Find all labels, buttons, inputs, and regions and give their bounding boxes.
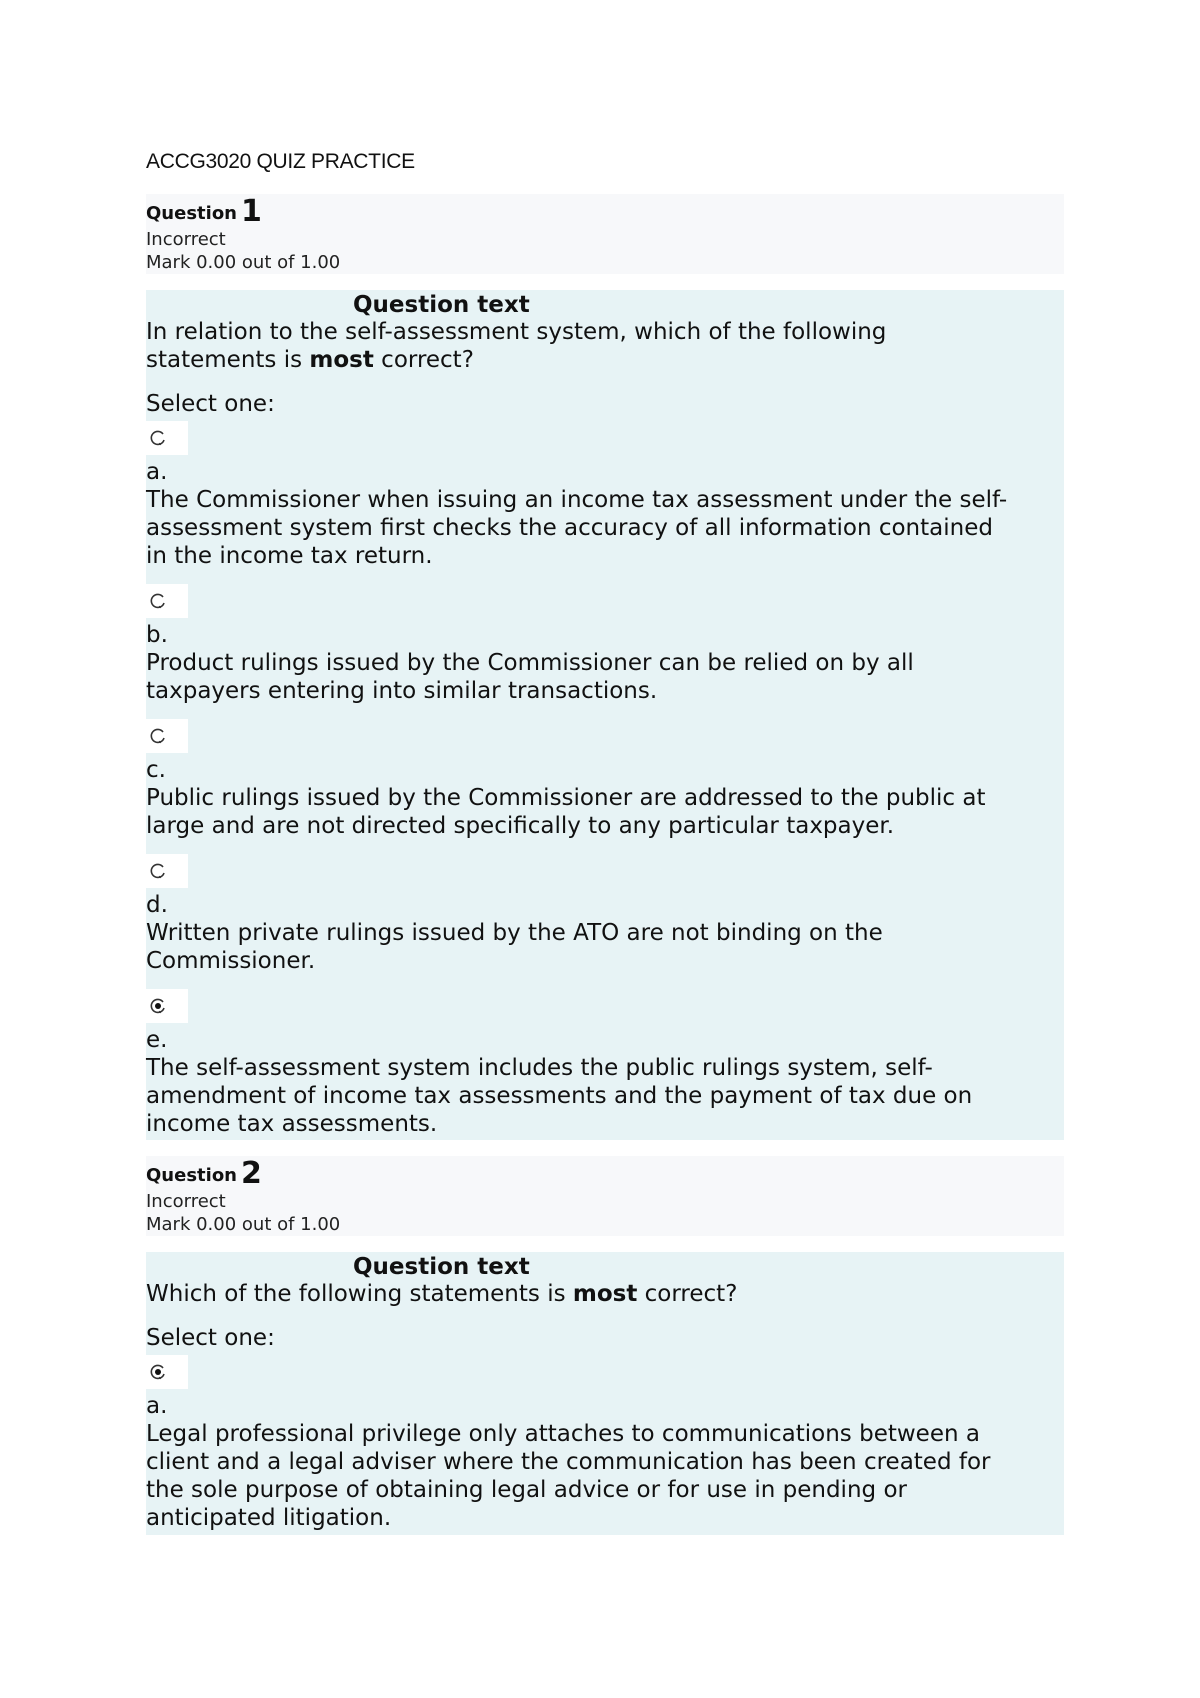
option-text xyxy=(146,1054,1064,1138)
prompt-text: In relation to the self-assessment system, which of the following xyxy=(146,319,887,345)
answer-radio-button[interactable] xyxy=(146,1355,188,1389)
option-text xyxy=(146,649,1064,705)
option-letter: a. xyxy=(146,459,168,485)
select-one-label: Select one: xyxy=(146,391,275,417)
select-one-label: Select one: xyxy=(146,1325,275,1351)
question-prompt-line xyxy=(146,346,1064,374)
option-text-line: Public rulings issued by the Commissioner are addressed to the public at xyxy=(146,785,986,811)
answer-option xyxy=(146,719,1064,840)
radio-selected-icon xyxy=(150,1364,166,1380)
question-content-1 xyxy=(146,290,1064,1140)
option-text-line: anticipated litigation. xyxy=(146,1505,392,1531)
emphasis-text: most xyxy=(572,1281,638,1307)
option-letter: a. xyxy=(146,1393,168,1419)
emphasis-text: most xyxy=(309,347,374,373)
question-label: Question xyxy=(146,1165,237,1186)
option-text-line: The self-assessment system includes the public rulings system, self- xyxy=(146,1055,933,1081)
question-grade: Mark 0.00 out of 1.00 xyxy=(146,252,341,273)
answer-radio-button[interactable] xyxy=(146,719,188,753)
option-text xyxy=(146,1420,1064,1532)
question-content-2 xyxy=(146,1252,1064,1535)
prompt-text: statements is xyxy=(146,347,310,373)
option-text-line: in the income tax return. xyxy=(146,543,433,569)
question-label: Question xyxy=(146,203,237,224)
question-number: 2 xyxy=(241,1156,262,1191)
option-text-line: Product rulings issued by the Commissioner can be relied on by all xyxy=(146,650,914,676)
answer-radio-button[interactable] xyxy=(146,421,188,455)
radio-icon xyxy=(150,430,166,446)
option-text-line: Legal professional privilege only attaches to communications between a xyxy=(146,1421,980,1447)
option-text-line: assessment system first checks the accuracy of all information contained xyxy=(146,515,993,541)
option-letter: c. xyxy=(146,757,166,783)
option-text xyxy=(146,919,1064,975)
question-prompt xyxy=(146,1280,1064,1308)
option-letter: b. xyxy=(146,622,168,648)
radio-icon xyxy=(150,863,166,879)
radio-selected-icon xyxy=(150,998,166,1014)
option-letter: e. xyxy=(146,1027,168,1053)
prompt-text: correct? xyxy=(637,1281,738,1307)
option-text xyxy=(146,486,1064,570)
question-info-2 xyxy=(146,1156,1064,1236)
answer-option xyxy=(146,989,1064,1138)
option-text-line: client and a legal adviser where the communication has been created for xyxy=(146,1449,991,1475)
option-text-line: large and are not directed specifically to any particular taxpayer. xyxy=(146,813,895,839)
question-info-1 xyxy=(146,194,1064,274)
answer-option xyxy=(146,584,1064,705)
question-grade: Mark 0.00 out of 1.00 xyxy=(146,1214,341,1235)
question-text-heading: Question text xyxy=(353,292,530,318)
question-prompt-line xyxy=(146,318,1064,346)
option-letter: d. xyxy=(146,892,168,918)
option-text-line: taxpayers entering into similar transactions. xyxy=(146,678,658,704)
radio-icon xyxy=(150,593,166,609)
answer-radio-button[interactable] xyxy=(146,584,188,618)
prompt-text: correct? xyxy=(373,347,474,373)
option-text-line: amendment of income tax assessments and the payment of tax due on xyxy=(146,1083,973,1109)
answer-radio-button[interactable] xyxy=(146,854,188,888)
answer-option xyxy=(146,854,1064,975)
document-title: ACCG3020 QUIZ PRACTICE xyxy=(146,150,415,173)
question-prompt xyxy=(146,318,1064,374)
option-text-line: The Commissioner when issuing an income tax assessment under the self- xyxy=(146,487,1008,513)
option-text-line: Written private rulings issued by the ATO are not binding on the xyxy=(146,920,883,946)
question-state: Incorrect xyxy=(146,229,226,250)
answer-option xyxy=(146,421,1064,570)
option-text-line: income tax assessments. xyxy=(146,1111,438,1137)
option-text-line: the sole purpose of obtaining legal advice or for use in pending or xyxy=(146,1477,907,1503)
option-text-line: Commissioner. xyxy=(146,948,316,974)
answer-radio-button[interactable] xyxy=(146,989,188,1023)
question-prompt-line xyxy=(146,1280,1064,1308)
question-number: 1 xyxy=(241,194,262,229)
prompt-text: Which of the following statements is xyxy=(146,1281,573,1307)
option-text xyxy=(146,784,1064,840)
answer-option xyxy=(146,1355,1064,1532)
question-text-heading: Question text xyxy=(353,1254,530,1280)
question-state: Incorrect xyxy=(146,1191,226,1212)
radio-icon xyxy=(150,728,166,744)
